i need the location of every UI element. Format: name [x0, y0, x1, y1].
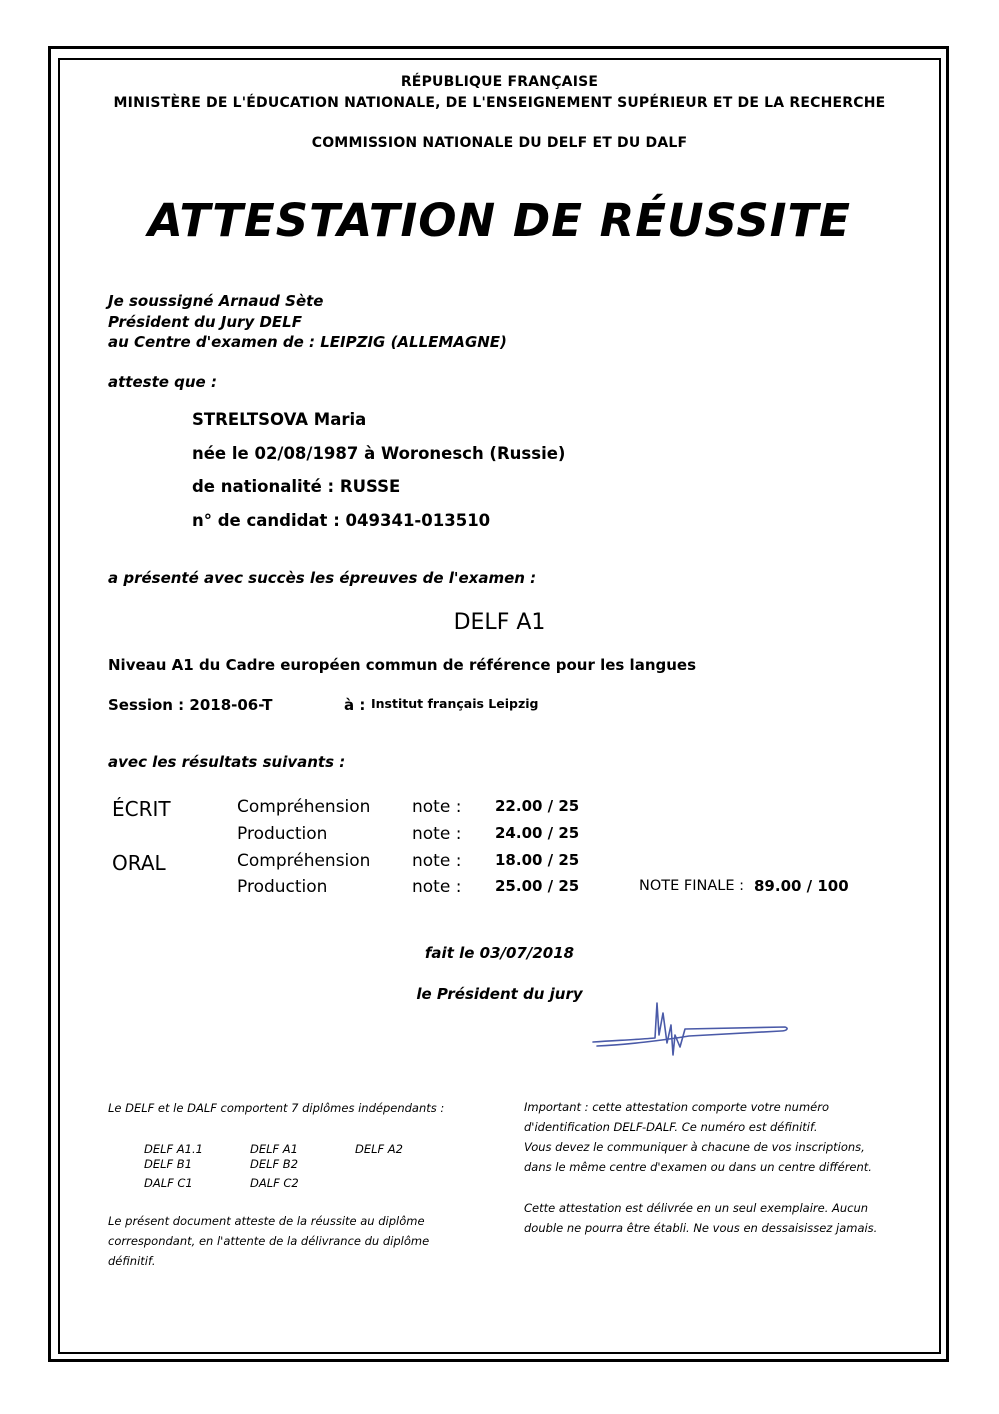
provisional-note [108, 1211, 429, 1271]
candidate-number: n° de candidat : 049341-013510 [192, 511, 491, 530]
diploma-item: DELF A1 [250, 1142, 298, 1156]
result-score: 22.00 / 25 [495, 797, 580, 815]
section-ecrit: ÉCRIT [112, 797, 171, 821]
result-score: 18.00 / 25 [495, 851, 580, 869]
provisional-note-line: correspondant, en l'attente de la délivrance du diplôme [108, 1234, 430, 1248]
diploma-item: DALF C1 [144, 1176, 193, 1190]
level-description: Niveau A1 du Cadre européen commun de référence pour les langues [108, 656, 697, 674]
ministry-heading: MINISTÈRE DE L'ÉDUCATION NATIONALE, DE L'ENSEIGNEMENT SUPÉRIEUR ET DE LA RECHERCHE [113, 95, 886, 111]
diploma-item: DELF B2 [250, 1157, 299, 1171]
results-intro: avec les résultats suivants : [108, 753, 346, 771]
presented-label: a présenté avec succès les épreuves de l'examen : [108, 569, 537, 587]
note-label: note : [412, 797, 462, 817]
note-label: note : [412, 851, 462, 871]
president-label: le Président du jury [416, 985, 583, 1003]
section-oral: ORAL [112, 851, 166, 875]
important-note-line: dans le même centre d'examen ou dans un centre différent. [524, 1160, 872, 1174]
important-note-line: Important : cette attestation comporte votre numéro [524, 1100, 830, 1114]
signatory-line-3: au Centre d'examen de : LEIPZIG (ALLEMAGNE) [108, 333, 507, 351]
diploma-item: DELF A2 [355, 1142, 403, 1156]
diploma-item: DALF C2 [250, 1176, 299, 1190]
provisional-note-line: définitif. [108, 1254, 156, 1268]
single-copy-note [524, 1198, 877, 1238]
candidate-nationality: de nationalité : RUSSE [192, 477, 401, 496]
result-skill: Compréhension [237, 851, 371, 871]
result-skill: Compréhension [237, 797, 371, 817]
note-label: note : [412, 824, 462, 844]
diplomas-intro: Le DELF et le DALF comportent 7 diplômes indépendants : [108, 1101, 445, 1115]
signatory-line-1: Je soussigné Arnaud Sète [108, 292, 324, 310]
president-signature [585, 995, 795, 1065]
commission-heading: COMMISSION NATIONALE DU DELF ET DU DALF [311, 135, 688, 151]
attests-label: atteste que : [108, 373, 217, 391]
result-skill: Production [237, 824, 328, 844]
important-note-line: Vous devez le communiquer à chacune de vos inscriptions, [524, 1140, 865, 1154]
diploma-item: DELF A1.1 [144, 1142, 203, 1156]
session-place: Institut français Leipzig [371, 696, 539, 711]
result-score: 24.00 / 25 [495, 824, 580, 842]
single-copy-note-line: double ne pourra être établi. Ne vous en dessaisissez jamais. [524, 1221, 878, 1235]
result-score: 25.00 / 25 [495, 877, 580, 895]
result-skill: Production [237, 877, 328, 897]
single-copy-note-line: Cette attestation est délivrée en un seul exemplaire. Aucun [524, 1201, 869, 1215]
note-label: note : [412, 877, 462, 897]
session-at-label: à : [344, 696, 366, 714]
final-score: 89.00 / 100 [754, 877, 849, 895]
document-title: ATTESTATION DE RÉUSSITE [148, 194, 851, 247]
final-score-label: NOTE FINALE : [639, 878, 745, 894]
session-label: Session : 2018-06-T [108, 696, 273, 714]
candidate-birth: née le 02/08/1987 à Woronesch (Russie) [192, 444, 566, 463]
issue-date: fait le 03/07/2018 [424, 944, 575, 962]
exam-name: DELF A1 [453, 610, 546, 635]
important-note [524, 1097, 872, 1177]
republic-heading: RÉPUBLIQUE FRANÇAISE [400, 74, 599, 90]
signatory-line-2: Président du Jury DELF [108, 313, 302, 331]
diploma-item: DELF B1 [144, 1157, 193, 1171]
important-note-line: d'identification DELF-DALF. Ce numéro est définitif. [524, 1120, 818, 1134]
candidate-name: STRELTSOVA Maria [192, 410, 367, 429]
provisional-note-line: Le présent document atteste de la réussite au diplôme [108, 1214, 425, 1228]
